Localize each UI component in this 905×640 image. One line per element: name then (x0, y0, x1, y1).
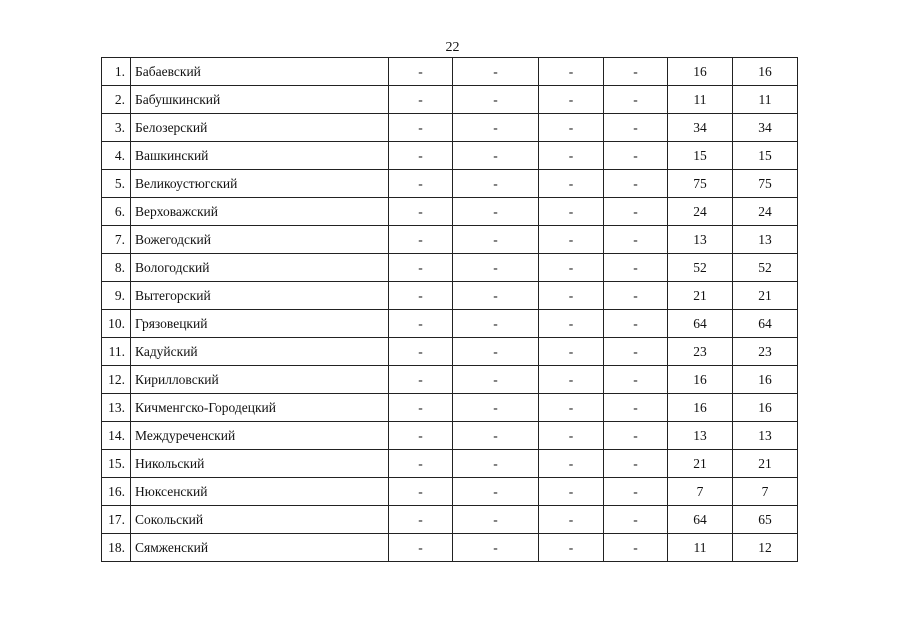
district-name: Бабаевский (131, 58, 389, 86)
cell-col-1: - (389, 394, 453, 422)
cell-col-1: - (389, 422, 453, 450)
cell-col-5: 13 (668, 226, 733, 254)
cell-col-6: 23 (733, 338, 798, 366)
cell-col-1: - (389, 338, 453, 366)
cell-col-5: 7 (668, 478, 733, 506)
row-number: 13. (102, 394, 131, 422)
cell-col-5: 34 (668, 114, 733, 142)
district-name: Верховажский (131, 198, 389, 226)
cell-col-6: 65 (733, 506, 798, 534)
row-number: 12. (102, 366, 131, 394)
cell-col-4: - (604, 478, 668, 506)
cell-col-3: - (539, 86, 604, 114)
table-row (102, 254, 798, 282)
cell-col-3: - (539, 254, 604, 282)
cell-col-4: - (604, 366, 668, 394)
cell-col-5: 16 (668, 366, 733, 394)
cell-col-5: 75 (668, 170, 733, 198)
cell-col-2: - (453, 226, 539, 254)
cell-col-6: 16 (733, 366, 798, 394)
cell-col-5: 52 (668, 254, 733, 282)
cell-col-5: 64 (668, 506, 733, 534)
district-name: Кичменгско-Городецкий (131, 394, 389, 422)
cell-col-1: - (389, 366, 453, 394)
cell-col-3: - (539, 198, 604, 226)
table-row (102, 170, 798, 198)
cell-col-6: 13 (733, 422, 798, 450)
district-name: Сямженский (131, 534, 389, 562)
table-row (102, 282, 798, 310)
table-row (102, 58, 798, 86)
table-row (102, 198, 798, 226)
cell-col-4: - (604, 170, 668, 198)
row-number: 14. (102, 422, 131, 450)
table-row (102, 534, 798, 562)
district-name: Бабушкинский (131, 86, 389, 114)
cell-col-5: 16 (668, 394, 733, 422)
row-number: 10. (102, 310, 131, 338)
cell-col-1: - (389, 282, 453, 310)
cell-col-3: - (539, 366, 604, 394)
table-row (102, 338, 798, 366)
district-name: Кадуйский (131, 338, 389, 366)
cell-col-2: - (453, 478, 539, 506)
table-row (102, 394, 798, 422)
district-name: Грязовецкий (131, 310, 389, 338)
cell-col-5: 21 (668, 450, 733, 478)
row-number: 7. (102, 226, 131, 254)
cell-col-4: - (604, 310, 668, 338)
cell-col-1: - (389, 478, 453, 506)
district-name: Никольский (131, 450, 389, 478)
row-number: 18. (102, 534, 131, 562)
cell-col-1: - (389, 534, 453, 562)
cell-col-6: 16 (733, 58, 798, 86)
cell-col-2: - (453, 170, 539, 198)
cell-col-1: - (389, 310, 453, 338)
cell-col-4: - (604, 506, 668, 534)
cell-col-1: - (389, 226, 453, 254)
cell-col-5: 24 (668, 198, 733, 226)
cell-col-1: - (389, 506, 453, 534)
cell-col-2: - (453, 142, 539, 170)
cell-col-2: - (453, 534, 539, 562)
cell-col-5: 23 (668, 338, 733, 366)
district-name: Великоустюгский (131, 170, 389, 198)
page-number: 22 (445, 40, 460, 55)
cell-col-2: - (453, 58, 539, 86)
district-name: Междуреченский (131, 422, 389, 450)
district-name: Вожегодский (131, 226, 389, 254)
table-body (102, 58, 798, 562)
row-number: 4. (102, 142, 131, 170)
district-name: Сокольский (131, 506, 389, 534)
cell-col-4: - (604, 226, 668, 254)
cell-col-6: 24 (733, 198, 798, 226)
cell-col-4: - (604, 534, 668, 562)
cell-col-3: - (539, 114, 604, 142)
table-row (102, 478, 798, 506)
row-number: 15. (102, 450, 131, 478)
table-row (102, 506, 798, 534)
cell-col-5: 13 (668, 422, 733, 450)
cell-col-3: - (539, 338, 604, 366)
cell-col-4: - (604, 58, 668, 86)
cell-col-3: - (539, 58, 604, 86)
cell-col-5: 11 (668, 86, 733, 114)
district-name: Нюксенский (131, 478, 389, 506)
cell-col-3: - (539, 450, 604, 478)
district-name: Вологодский (131, 254, 389, 282)
cell-col-3: - (539, 506, 604, 534)
table-row (102, 366, 798, 394)
cell-col-6: 64 (733, 310, 798, 338)
district-name: Вытегорский (131, 282, 389, 310)
cell-col-1: - (389, 254, 453, 282)
cell-col-4: - (604, 142, 668, 170)
table-row (102, 114, 798, 142)
cell-col-4: - (604, 198, 668, 226)
table-row (102, 422, 798, 450)
cell-col-4: - (604, 254, 668, 282)
cell-col-2: - (453, 366, 539, 394)
cell-col-6: 75 (733, 170, 798, 198)
cell-col-6: 13 (733, 226, 798, 254)
cell-col-6: 52 (733, 254, 798, 282)
cell-col-2: - (453, 310, 539, 338)
cell-col-3: - (539, 394, 604, 422)
cell-col-3: - (539, 478, 604, 506)
district-name: Кирилловский (131, 366, 389, 394)
table-row (102, 86, 798, 114)
cell-col-3: - (539, 534, 604, 562)
cell-col-2: - (453, 506, 539, 534)
row-number: 3. (102, 114, 131, 142)
row-number: 5. (102, 170, 131, 198)
cell-col-5: 64 (668, 310, 733, 338)
cell-col-4: - (604, 282, 668, 310)
cell-col-3: - (539, 422, 604, 450)
row-number: 6. (102, 198, 131, 226)
cell-col-4: - (604, 338, 668, 366)
district-name: Вашкинский (131, 142, 389, 170)
row-number: 11. (102, 338, 131, 366)
cell-col-2: - (453, 282, 539, 310)
cell-col-4: - (604, 114, 668, 142)
table-row (102, 142, 798, 170)
row-number: 8. (102, 254, 131, 282)
row-number: 16. (102, 478, 131, 506)
cell-col-3: - (539, 170, 604, 198)
cell-col-1: - (389, 86, 453, 114)
cell-col-1: - (389, 114, 453, 142)
cell-col-1: - (389, 170, 453, 198)
row-number: 1. (102, 58, 131, 86)
cell-col-6: 21 (733, 450, 798, 478)
row-number: 9. (102, 282, 131, 310)
cell-col-5: 21 (668, 282, 733, 310)
cell-col-6: 34 (733, 114, 798, 142)
cell-col-6: 15 (733, 142, 798, 170)
cell-col-3: - (539, 142, 604, 170)
cell-col-2: - (453, 394, 539, 422)
cell-col-5: 15 (668, 142, 733, 170)
table-row (102, 226, 798, 254)
cell-col-3: - (539, 310, 604, 338)
cell-col-2: - (453, 422, 539, 450)
table-row (102, 450, 798, 478)
cell-col-6: 12 (733, 534, 798, 562)
cell-col-2: - (453, 198, 539, 226)
table-row (102, 310, 798, 338)
cell-col-5: 11 (668, 534, 733, 562)
cell-col-4: - (604, 86, 668, 114)
cell-col-2: - (453, 450, 539, 478)
district-name: Белозерский (131, 114, 389, 142)
cell-col-6: 16 (733, 394, 798, 422)
cell-col-4: - (604, 450, 668, 478)
cell-col-3: - (539, 282, 604, 310)
cell-col-6: 11 (733, 86, 798, 114)
row-number: 2. (102, 86, 131, 114)
cell-col-2: - (453, 86, 539, 114)
cell-col-1: - (389, 198, 453, 226)
cell-col-2: - (453, 254, 539, 282)
cell-col-1: - (389, 142, 453, 170)
row-number: 17. (102, 506, 131, 534)
cell-col-1: - (389, 58, 453, 86)
district-table (101, 57, 798, 562)
cell-col-6: 7 (733, 478, 798, 506)
cell-col-1: - (389, 450, 453, 478)
cell-col-4: - (604, 394, 668, 422)
cell-col-3: - (539, 226, 604, 254)
cell-col-2: - (453, 338, 539, 366)
cell-col-6: 21 (733, 282, 798, 310)
cell-col-5: 16 (668, 58, 733, 86)
cell-col-2: - (453, 114, 539, 142)
cell-col-4: - (604, 422, 668, 450)
